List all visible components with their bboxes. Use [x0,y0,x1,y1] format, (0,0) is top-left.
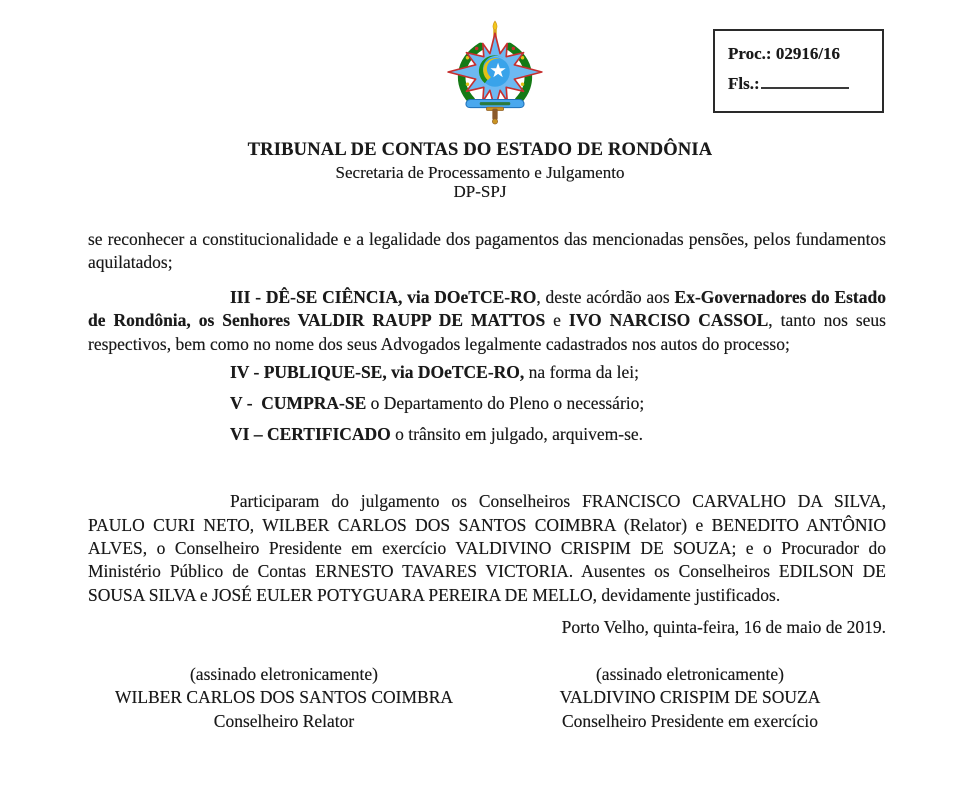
document-body [88,228,886,733]
letterhead [0,139,960,201]
item-v-heading: V - CUMPRA-SE [230,393,367,414]
item-iv-heading: IV - PUBLIQUE-SE, via DOeTCE-RO, [230,362,525,383]
item-vi-heading: VI – CERTIFICADO [230,423,391,444]
item-iii-tail: , tanto nos seus respectivos, bem como no nome dos seus Advogados legalmente cadastrados nos autos do processo; [88,310,886,354]
paragraph-item-iv [88,361,886,384]
item-v-tail: o Departamento do Pleno o necessário; [366,393,645,414]
item-iv-tail: na forma da lei; [524,362,639,383]
fls-label: Fls.: [728,74,760,93]
rondonia-coat-of-arms-icon [443,20,547,126]
org-unit: DP-SPJ [453,182,507,201]
paragraph-item-vi [88,423,886,446]
paragraph-participants: Participaram do julgamento os Conselheiros FRANCISCO CARVALHO DA SILVA, PAULO CURI NETO, WILBER CARLOS DOS SANTOS COIMBRA (Relator) e BENEDITO ANTÔNIO ALVES, o Conselheiro Presidente em exercício VALDIVINO CRISPIM DE SOUZA; e o Procurador do Ministério Público de Contas ERNESTO TAVARES VICTORIA. Ausentes os Conselheiros EDILSON DE SOUSA SILVA e JOSÉ EULER POTYGUARA PEREIRA DE MELLO, devidamente justificados. [88,491,886,605]
paragraph-item-iii [88,286,886,356]
item-iii-names-2: IVO NARCISO CASSOL [568,310,769,331]
dateline: Porto Velho, quinta-feira, 16 de maio de 2019. [561,617,886,638]
process-number-box [713,29,884,113]
signature-block [88,663,886,733]
process-number: Proc.: 02916/16 [728,44,841,63]
signature-note: (assinado eletronicamente) [595,663,785,684]
item-vi-tail: o trânsito em julgado, arquivem-se. [390,423,644,444]
signature-note: (assinado eletronicamente) [189,663,379,684]
paragraph-continuation: se reconhecer a constitucionalidade e a legalidade dos pagamentos das mencionadas pensões, pelos fundamentos aquilatados; [88,229,886,273]
signature-relator [88,663,480,733]
signer-role: Conselheiro Presidente em exercício [561,710,819,731]
signer-name: WILBER CARLOS DOS SANTOS COIMBRA [114,687,454,708]
signature-presidente [480,663,886,733]
paragraph-item-v [88,392,886,415]
item-iii-names-1: Ex-Governadores do Estado de Rondônia, os Senhores VALDIR RAUPP DE MATTOS [88,286,886,331]
fls-field [728,69,872,99]
org-subtitle: Secretaria de Processamento e Julgamento [335,163,625,182]
org-title: TRIBUNAL DE CONTAS DO ESTADO DE RONDÔNIA [247,140,713,160]
signer-role: Conselheiro Relator [213,710,355,731]
signer-name: VALDIVINO CRISPIM DE SOUZA [559,687,821,708]
item-iii-conj: e [545,310,569,331]
fls-blank-line [761,73,849,89]
item-iii-heading: III - DÊ-SE CIÊNCIA, via DOeTCE-RO [230,286,537,307]
item-iii-text: , deste acórdão aos [536,286,675,307]
